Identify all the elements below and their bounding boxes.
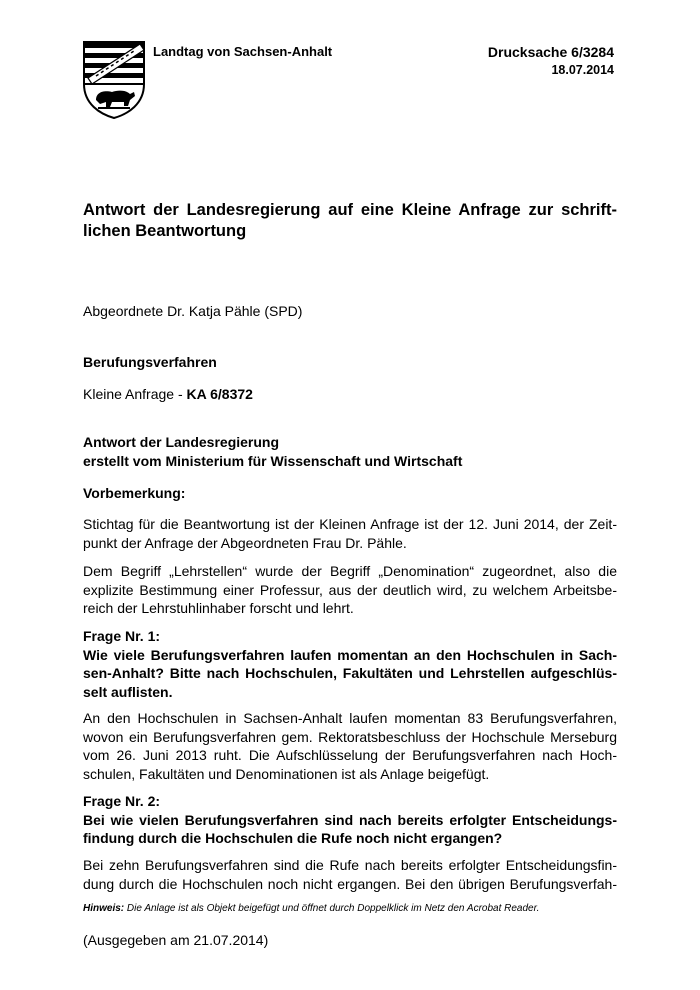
frage-1 — [83, 627, 617, 701]
subject-heading: Berufungsverfahren — [83, 354, 217, 370]
frage-2-question-line: Bei wie vielen Berufungsverfahren sind nach bereits erfolgter Entscheidungs- — [83, 811, 617, 828]
antwort-heading — [83, 433, 617, 470]
frage-1-label: Frage Nr. 1: — [83, 628, 161, 644]
document-title — [83, 200, 617, 242]
org-name: Landtag von Sachsen-Anhalt — [153, 44, 333, 59]
frage-2-label: Frage Nr. 2: — [83, 793, 161, 809]
frage-2 — [83, 792, 617, 848]
paragraph-line: Stichtag für die Beantwortung ist der Kleinen Anfrage ist der 12. Juni 2014, der Zeit- — [83, 516, 617, 532]
answer-line: dung durch die Hochschulen noch nicht ergangen. Bei den übrigen Berufungsverfah- — [83, 875, 617, 892]
vorbemerkung-paragraph-1 — [83, 515, 617, 552]
coat-of-arms-icon — [82, 40, 146, 120]
drucksache-value: 6/3284 — [571, 44, 614, 60]
paragraph-line: Dem Begriff „Lehrstellen“ wurde der Begriff „Denomination“ zugeordnet, also die — [83, 563, 617, 579]
paragraph-line: explizite Bestimmung einer Professur, aus der deutlich wird, zu welchem Arbeitsbe- — [83, 581, 617, 598]
drucksache-number — [488, 44, 614, 60]
antwort-heading-line-1: Antwort der Landesregierung — [83, 434, 280, 450]
drucksache-label: Drucksache — [487, 44, 572, 60]
frage-2-answer — [83, 856, 617, 893]
vorbemerkung-heading: Vorbemerkung: — [83, 485, 186, 501]
hinweis-note — [83, 903, 539, 914]
anfrage-prefix: Kleine Anfrage - — [83, 386, 187, 402]
paragraph-line: punkt der Anfrage der Abgeordneten Frau Dr. Pähle. — [83, 534, 407, 551]
frage-1-question-line: sen-Anhalt? Bitte nach Hochschulen, Fakultäten und Lehrstellen aufgeschlüs- — [83, 665, 617, 681]
frage-1-question-line: Wie viele Berufungsverfahren laufen momentan an den Hochschulen in Sach- — [83, 646, 617, 663]
title-line-2: lichen Beantwortung — [83, 222, 247, 240]
paragraph-line: reich der Lehrstuhlinhaber forscht und lehrt. — [83, 600, 354, 616]
anfrage-reference — [83, 385, 617, 404]
answer-line: schulen, Fakultäten und Denominationen ist als Anlage beigefügt. — [83, 765, 490, 782]
frage-2-question-line: findung durch die Hochschulen die Rufe noch nicht ergangen? — [83, 830, 503, 846]
document-date: 18.07.2014 — [551, 63, 614, 77]
ausgegeben-date: (Ausgegeben am 21.07.2014) — [83, 932, 269, 948]
anfrage-number: KA 6/8372 — [186, 386, 253, 402]
hinweis-label: Hinweis: — [83, 903, 125, 914]
hinweis-text: Die Anlage ist als Objekt beigefügt und öffnet durch Doppelklick im Netz den Acrobat Reader. — [124, 903, 540, 914]
answer-line: An den Hochschulen in Sachsen-Anhalt laufen momentan 83 Berufungsverfahren, — [83, 710, 617, 726]
vorbemerkung-paragraph-2 — [83, 562, 617, 618]
answer-line: wovon ein Berufungsverfahren gem. Rektoratsbeschluss der Hochschule Merseburg — [83, 728, 617, 745]
title-line-1: Antwort der Landesregierung auf eine Kleine Anfrage zur schrift- — [83, 201, 617, 219]
frage-1-answer — [83, 709, 617, 783]
antwort-heading-line-2: erstellt vom Ministerium für Wissenschaft und Wirtschaft — [83, 452, 463, 469]
answer-line: vom 26. Juni 2013 ruht. Die Aufschlüsselung der Berufungsverfahren nach Hoch- — [83, 747, 617, 763]
frage-1-question-line: selt auflisten. — [83, 683, 173, 700]
author-line: Abgeordnete Dr. Katja Pähle (SPD) — [83, 303, 303, 319]
answer-line: Bei zehn Berufungsverfahren sind die Rufe nach bereits erfolgter Entscheidungsfin- — [83, 857, 617, 873]
